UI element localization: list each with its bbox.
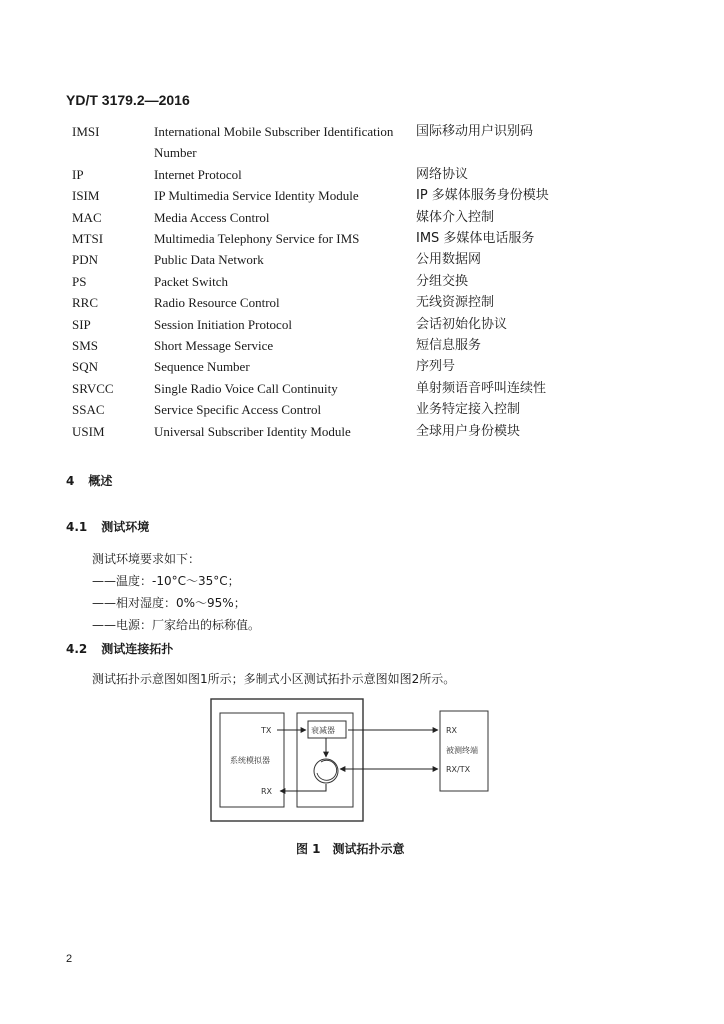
section-number: 4.2 <box>66 642 88 656</box>
abbreviation-row <box>66 121 549 142</box>
circulator-icon <box>314 759 338 783</box>
document-header: YD/T 3179.2—2016 <box>66 92 190 108</box>
abbreviation-row <box>66 207 549 228</box>
abbreviation-term: PS <box>72 273 87 289</box>
abbreviation-english-continued: Number <box>154 145 197 161</box>
environment-item-temperature: ——温度：-10°C～35°C； <box>92 574 240 588</box>
abbreviation-chinese: 分组交换 <box>416 273 469 289</box>
abbreviation-table <box>66 121 549 442</box>
abbreviation-chinese: 媒体介入控制 <box>416 209 495 225</box>
abbreviation-row <box>66 421 549 442</box>
abbreviation-term: IMSI <box>72 124 100 139</box>
abbreviation-chinese: 无线资源控制 <box>416 295 495 311</box>
abbreviation-row <box>66 164 549 185</box>
abbreviation-chinese: 网络协议 <box>416 166 469 182</box>
abbreviation-english: Radio Resource Control <box>154 295 280 311</box>
abbreviation-english: Session Initiation Protocol <box>154 316 292 332</box>
figure-caption: 图 1 测试拓扑示意 <box>296 842 405 856</box>
abbreviation-english: Packet Switch <box>154 273 229 289</box>
abbreviation-row <box>66 185 549 206</box>
abbreviation-english: IP Multimedia Service Identity Module <box>154 188 359 204</box>
abbreviation-term: SQN <box>72 359 99 375</box>
abbreviation-row <box>66 271 549 292</box>
circulator-arc-icon <box>317 760 337 780</box>
abbreviation-chinese: 国际移动用户识别码 <box>416 124 534 139</box>
test-topology-diagram <box>200 696 500 828</box>
section-4-1-heading <box>66 518 149 535</box>
abbreviation-row <box>66 378 549 399</box>
abbreviation-term: MTSI <box>72 231 104 247</box>
abbreviation-row <box>66 314 549 335</box>
section-4-2-heading <box>66 640 173 657</box>
abbreviation-term: ISIM <box>72 188 100 204</box>
abbreviation-english: Internet Protocol <box>154 166 242 182</box>
section-4-heading <box>66 472 112 489</box>
tx-label: TX <box>261 726 272 735</box>
environment-item-humidity: ——相对湿度：0%～95%； <box>92 596 246 610</box>
abbreviation-term: SMS <box>72 338 99 354</box>
abbreviation-term: USIM <box>72 423 105 439</box>
abbreviation-term: MAC <box>72 209 102 225</box>
abbreviation-row <box>66 249 549 270</box>
abbreviation-term: SIP <box>72 316 91 332</box>
environment-intro: 测试环境要求如下： <box>92 552 201 566</box>
section-title: 概述 <box>88 474 113 488</box>
abbreviation-row <box>66 228 549 249</box>
abbreviation-english: Sequence Number <box>154 359 250 375</box>
abbreviation-chinese: 全球用户身份模块 <box>416 423 521 439</box>
abbreviation-row-continuation <box>66 142 549 163</box>
topology-description: 测试拓扑示意图如图1所示；多制式小区测试拓扑示意图如图2所示。 <box>92 672 456 686</box>
section-number: 4 <box>66 474 75 488</box>
abbreviation-english: Single Radio Voice Call Continuity <box>154 380 338 396</box>
abbreviation-chinese: IMS 多媒体电话服务 <box>416 231 535 247</box>
abbreviation-english: Media Access Control <box>154 209 270 225</box>
abbreviation-chinese: 序列号 <box>416 359 456 375</box>
rx-right-label: RX <box>446 726 458 735</box>
abbreviation-chinese: 短信息服务 <box>416 338 482 354</box>
abbreviation-chinese: 会话初始化协议 <box>416 316 508 332</box>
abbreviation-term: PDN <box>72 252 99 268</box>
abbreviation-term: SSAC <box>72 402 105 418</box>
abbreviation-english: Service Specific Access Control <box>154 402 322 418</box>
rxtx-label: RX/TX <box>446 765 471 774</box>
section-number: 4.1 <box>66 520 88 534</box>
abbreviation-row <box>66 399 549 420</box>
abbreviation-chinese: 公用数据网 <box>416 252 482 268</box>
abbreviation-english: Universal Subscriber Identity Module <box>154 423 351 439</box>
environment-item-power: ——电源：厂家给出的标称值。 <box>92 618 261 632</box>
simulator-label: 系统模拟器 <box>230 756 270 765</box>
abbreviation-chinese: 业务特定接入控制 <box>416 402 521 418</box>
abbreviation-row <box>66 292 549 313</box>
abbreviation-chinese: 单射频语音呼叫连续性 <box>416 380 547 396</box>
abbreviation-term: SRVCC <box>72 380 114 396</box>
rx-left-label: RX <box>261 787 273 796</box>
attenuator-label: 衰减器 <box>311 726 335 735</box>
page-number: 2 <box>66 953 73 965</box>
abbreviation-english: Multimedia Telephony Service for IMS <box>154 231 360 247</box>
abbreviation-english: International Mobile Subscriber Identification <box>154 124 394 139</box>
circulator-to-rx-arrow <box>280 784 326 791</box>
abbreviation-term: IP <box>72 166 84 182</box>
section-title: 测试连接拓扑 <box>101 642 174 656</box>
abbreviation-term: RRC <box>72 295 99 311</box>
abbreviation-english: Public Data Network <box>154 252 264 268</box>
abbreviation-row <box>66 356 549 377</box>
terminal-label: 被测终端 <box>446 746 478 755</box>
abbreviation-chinese: IP 多媒体服务身份模块 <box>416 188 549 204</box>
section-title: 测试环境 <box>101 520 150 534</box>
abbreviation-row <box>66 335 549 356</box>
abbreviation-english: Short Message Service <box>154 338 274 354</box>
